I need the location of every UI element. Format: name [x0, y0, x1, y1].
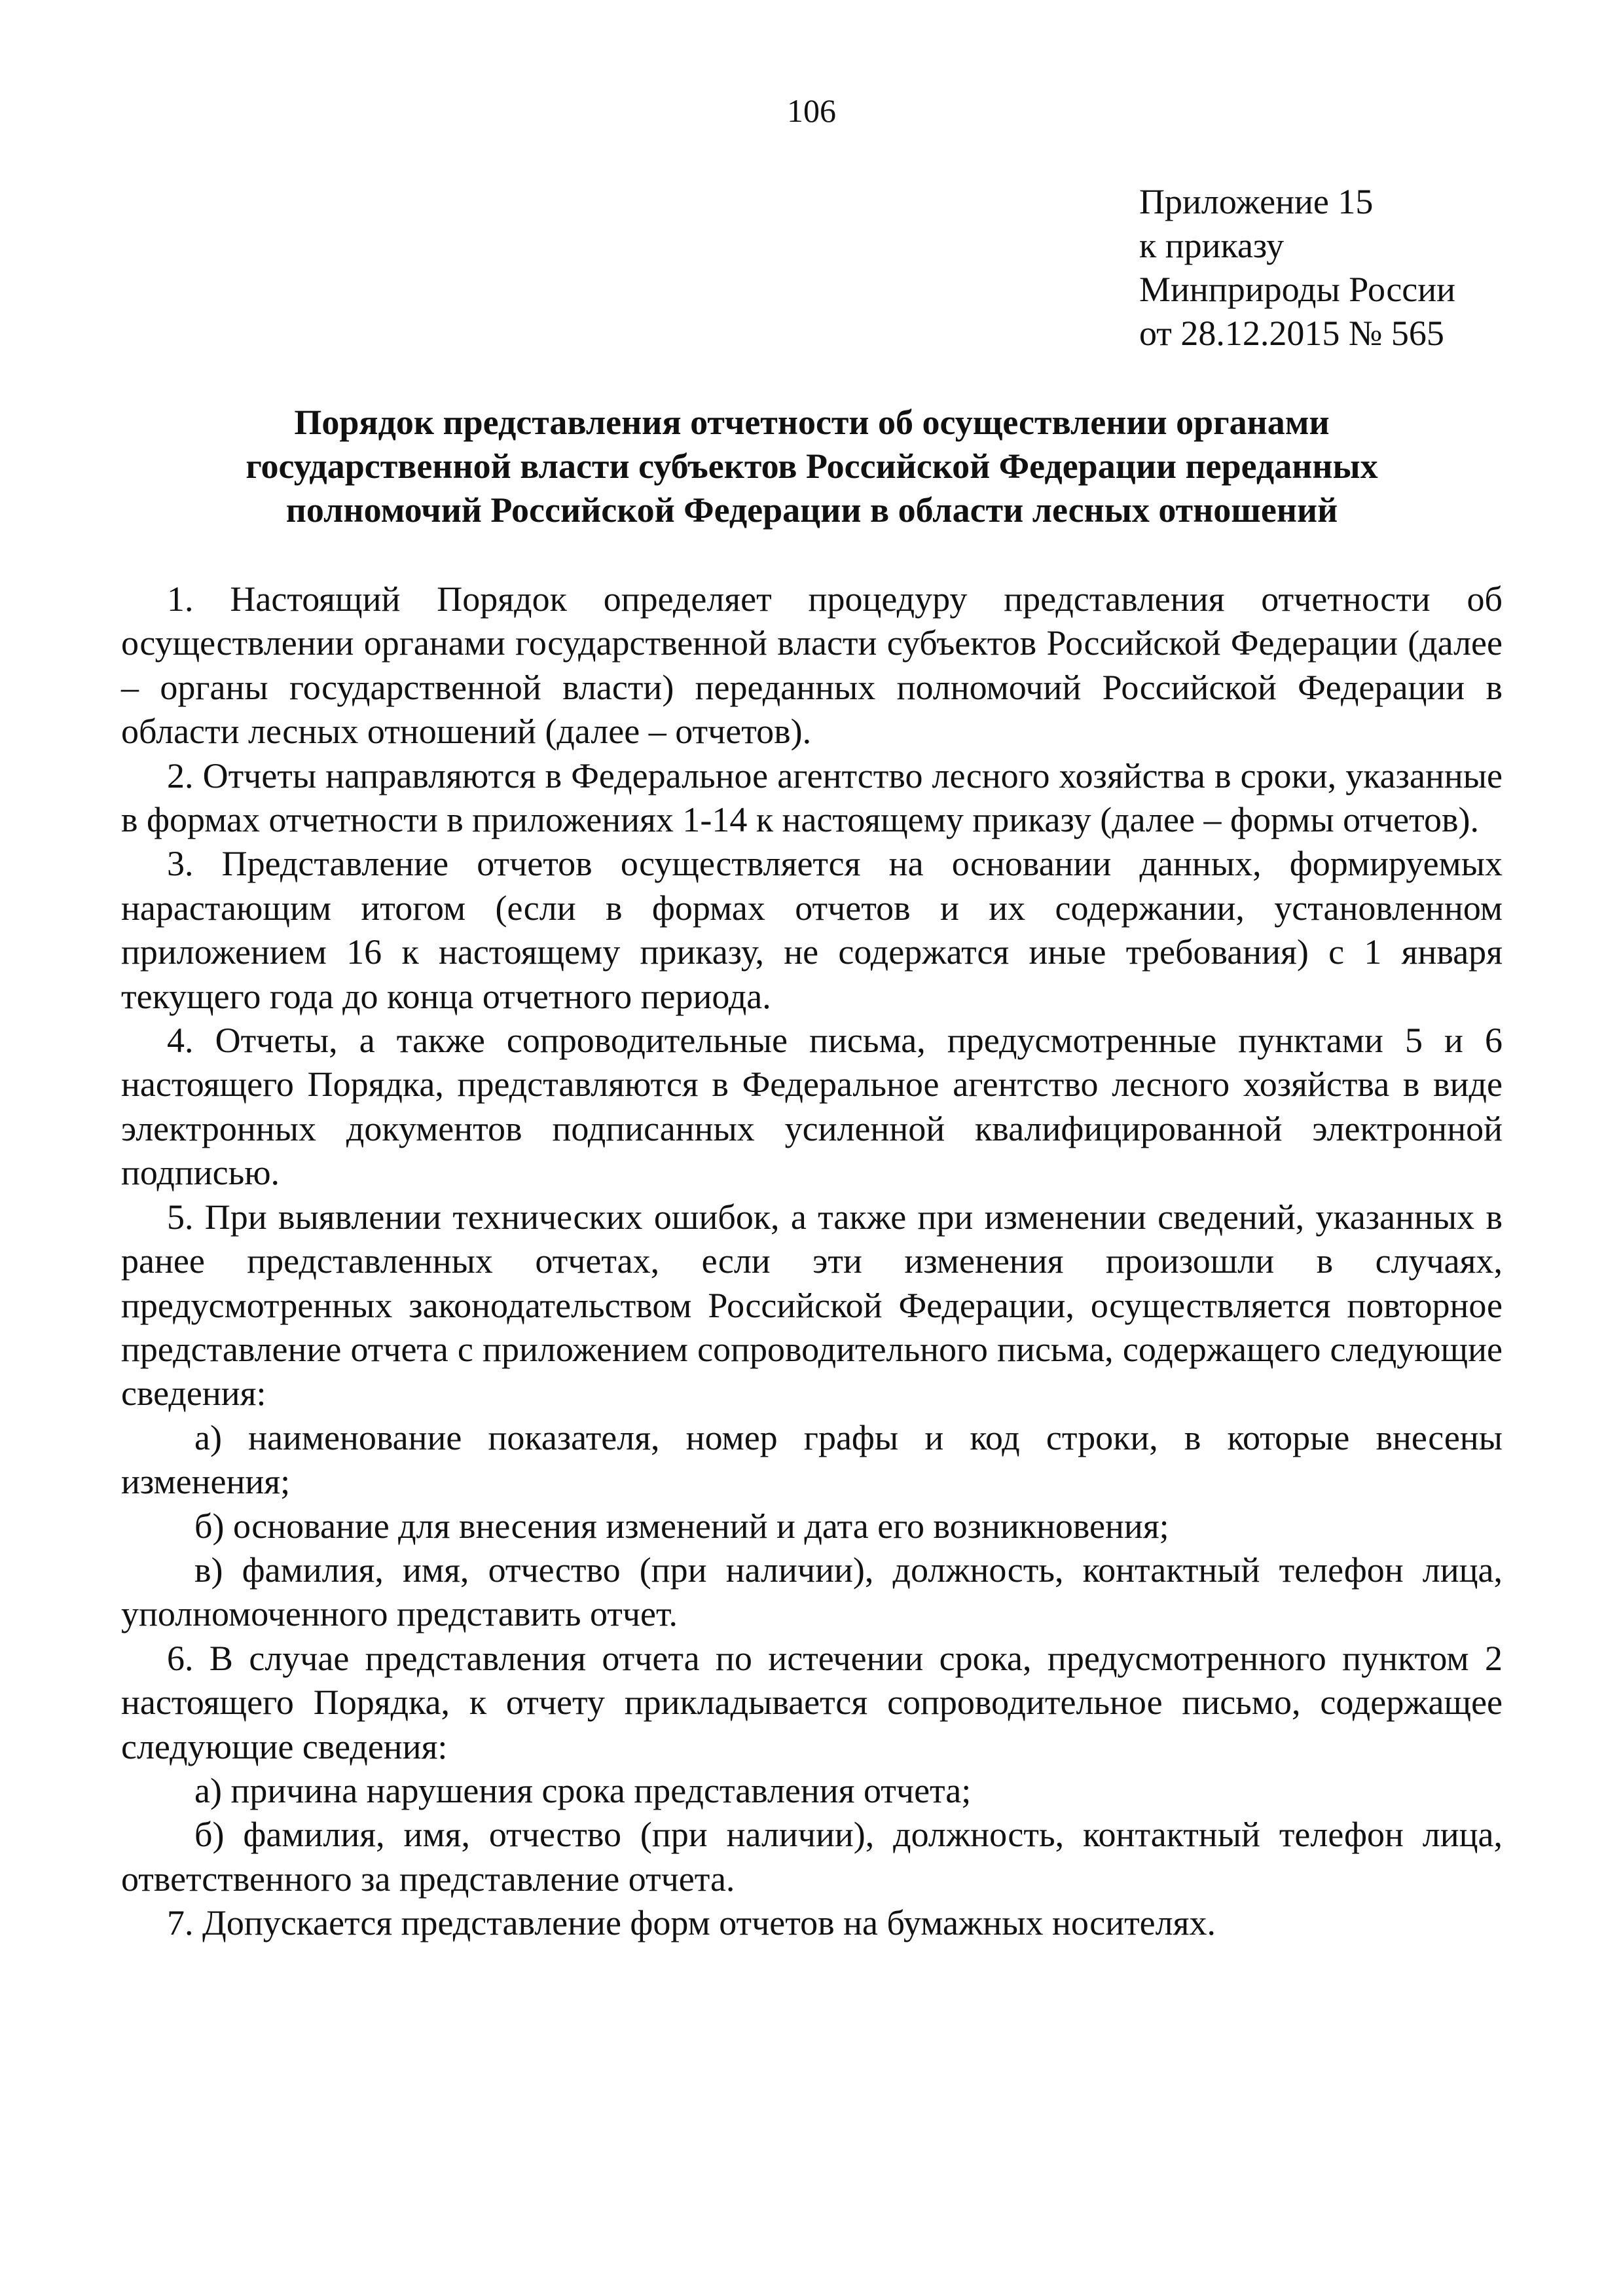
paragraph-4: 4. Отчеты, а также сопроводительные письма, предусмотренные пунктами 5 и 6 настоящего Порядка, представляются в Федеральное агентство лесного хозяйства в виде электронных документов подписанных усиленной квалифицированной электронной подписью. — [121, 1021, 1503, 1193]
paragraph-5b: б) основание для внесения изменений и дата его возникновения; — [194, 1506, 1169, 1546]
appendix-line: к приказу — [1139, 226, 1285, 265]
paragraph-5c: в) фамилия, имя, отчество (при наличии), должность, контактный телефон лица, уполномоченного представить отчет. — [121, 1550, 1503, 1634]
paragraph-6a: а) причина нарушения срока представления отчета; — [194, 1770, 972, 1810]
paragraph-5: 5. При выявлении технических ошибок, а также при изменении сведений, указанных в ранее представленных отчетах, если эти изменения произошли в случаях, предусмотренных законодательством Российской Федерации, осуществляется повторное представление отчета с приложением сопроводительного письма, содержащего следующие сведения: — [121, 1197, 1503, 1413]
title-line: Порядок представления отчетности об осуществлении органами — [294, 403, 1330, 442]
document-body — [121, 577, 1503, 1946]
paragraph-1: 1. Настоящий Порядок определяет процедуру представления отчетности об осуществлении органами государственной власти субъектов Российской Федерации (далее – органы государственной власти) переданных полномочий Российской Федерации в области лесных отношений (далее – отчетов). — [121, 579, 1503, 752]
paragraph-2: 2. Отчеты направляются в Федеральное агентство лесного хозяйства в сроки, указанные в формах отчетности в приложениях 1-14 к настоящему приказу (далее – формы отчетов). — [121, 756, 1503, 840]
appendix-line: Минприроды России — [1139, 270, 1456, 309]
title-line: полномочий Российской Федерации в области лесных отношений — [285, 490, 1338, 530]
appendix-line: Приложение 15 — [1139, 182, 1374, 221]
paragraph-3: 3. Представление отчетов осуществляется на основании данных, формируемых нарастающим итогом (если в формах отчетов и их содержании, установленном приложением 16 к настоящему приказу, не содержатся иные требования) с 1 января текущего года до конца отчетного периода. — [121, 844, 1503, 1016]
paragraph-5a: а) наименование показателя, номер графы и код строки, в которые внесены изменения; — [121, 1417, 1503, 1502]
title-line: государственной власти субъектов Российской Федерации переданных — [246, 446, 1378, 486]
paragraph-7: 7. Допускается представление форм отчетов на бумажных носителях. — [167, 1903, 1216, 1943]
appendix-line: от 28.12.2015 № 565 — [1139, 314, 1444, 353]
paragraph-6: 6. В случае представления отчета по истечении срока, предусмотренного пунктом 2 настоящего Порядка, к отчету прикладывается сопроводительное письмо, содержащее следующие сведения: — [121, 1638, 1503, 1766]
page-number: 106 — [787, 92, 836, 129]
appendix-block — [1139, 180, 1597, 355]
paragraph-6b: б) фамилия, имя, отчество (при наличии), должность, контактный телефон лица, ответственного за представление отчета. — [121, 1815, 1503, 1899]
document-title — [131, 401, 1493, 532]
